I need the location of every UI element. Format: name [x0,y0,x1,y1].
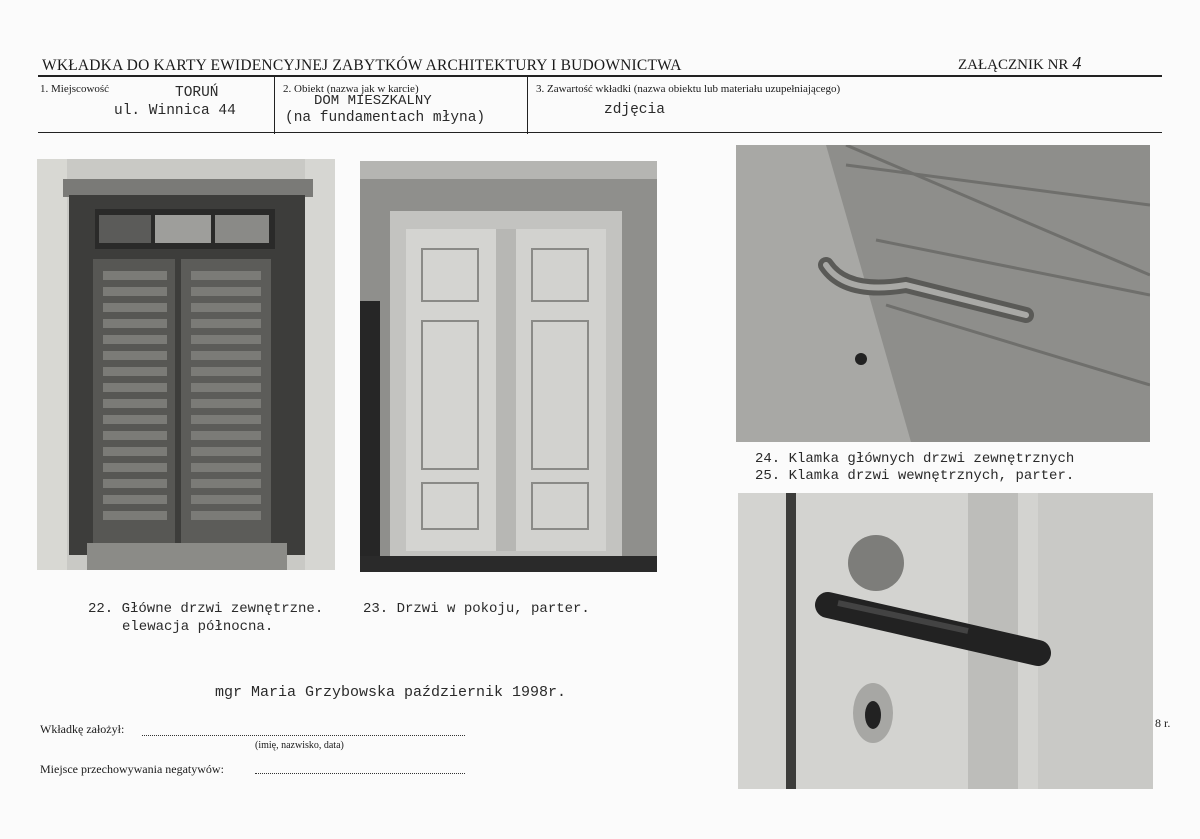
made-by-line [142,735,465,736]
made-by-hint: (imię, nazwisko, data) [255,740,344,751]
locality-label: 1. Miejscowość [40,83,110,95]
annex-label [958,53,1081,74]
caption-22-line2: elewacja północna. [122,619,274,635]
contents-value: zdjęcia [604,102,665,118]
photo-22-image [37,159,335,570]
locality-city: TORUŃ [175,85,219,101]
photo-25-interior-handle [738,493,1153,789]
caption-25: 25. Klamka drzwi wewnętrznych, parter. [755,468,1075,484]
contents-label: 3. Zawartość wkładki (nazwa obiektu lub materiału uzupełniającego) [536,83,841,95]
photo-22-main-door [37,159,335,570]
made-by-label: Wkładkę założył: [40,722,125,736]
locality-address: ul. Winnica 44 [114,103,236,119]
field-divider-2 [527,76,528,134]
margin-note: 8 r. [1155,716,1171,730]
caption-24: 24. Klamka głównych drzwi zewnętrznych [755,451,1075,467]
annex-number: 4 [1072,53,1082,73]
photo-23-image [360,161,657,572]
header-rule [38,75,1162,77]
fields-bottom-rule [38,132,1162,133]
negatives-label: Miejsce przechowywania negatywów: [40,762,224,776]
caption-22-line1: 22. Główne drzwi zewnętrzne. [88,601,324,617]
photo-23-interior-door [360,161,657,572]
photo-25-image [738,493,1153,789]
object-label: 2. Obiekt (nazwa jak w karcie) [283,83,419,95]
photo-24-exterior-handle [736,145,1150,442]
annex-label-text: ZAŁĄCZNIK NR [958,57,1069,73]
author-signature: mgr Maria Grzybowska październik 1998r. [215,684,567,701]
negatives-line [255,773,465,774]
object-note: (na fundamentach młyna) [285,110,486,126]
photo-24-image [736,145,1150,442]
object-name: DOM MIESZKALNY [314,93,432,109]
form-title: WKŁADKA DO KARTY EWIDENCYJNEJ ZABYTKÓW ARCHITEKTURY I BUDOWNICTWA [42,57,682,74]
field-divider-1 [274,76,275,134]
caption-23: 23. Drzwi w pokoju, parter. [363,601,590,617]
